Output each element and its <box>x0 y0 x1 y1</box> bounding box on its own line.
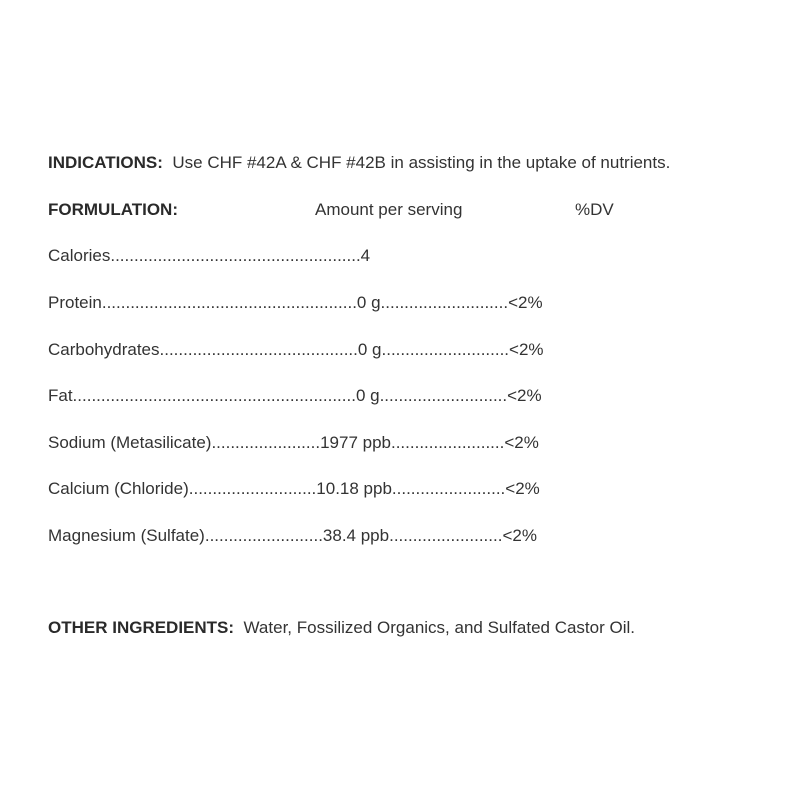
nutrient-row-calories: Calories.....................................................4 <box>48 246 371 265</box>
nutrient-row-calcium: Calcium (Chloride)...........................10.18 ppb........................<2% <box>48 479 540 498</box>
nutrient-row-sodium: Sodium (Metasilicate).......................1977 ppb........................<2% <box>48 433 539 452</box>
other-ingredients-label: OTHER INGREDIENTS: <box>48 618 235 637</box>
other-ingredients-line <box>48 617 635 639</box>
formulation-header <box>48 199 768 221</box>
indications-line <box>48 152 670 174</box>
nutrient-row-magnesium: Magnesium (Sulfate).........................38.4 ppb........................<2% <box>48 526 537 545</box>
formulation-label: FORMULATION: <box>48 200 178 219</box>
nutrient-row-protein: Protein......................................................0 g...........................<2% <box>48 293 543 312</box>
indications-label: INDICATIONS: <box>48 153 163 172</box>
other-ingredients-text: Water, Fossilized Organics, and Sulfated Castor Oil. <box>243 618 635 637</box>
dv-header: %DV <box>575 200 614 219</box>
nutrient-row-fat: Fat............................................................0 g...........................<2% <box>48 386 542 405</box>
indications-text: Use CHF #42A & CHF #42B in assisting in the uptake of nutrients. <box>172 153 671 172</box>
nutrient-row-carbohydrates: Carbohydrates..........................................0 g...........................<2% <box>48 340 544 359</box>
amount-per-serving-header: Amount per serving <box>315 200 463 219</box>
